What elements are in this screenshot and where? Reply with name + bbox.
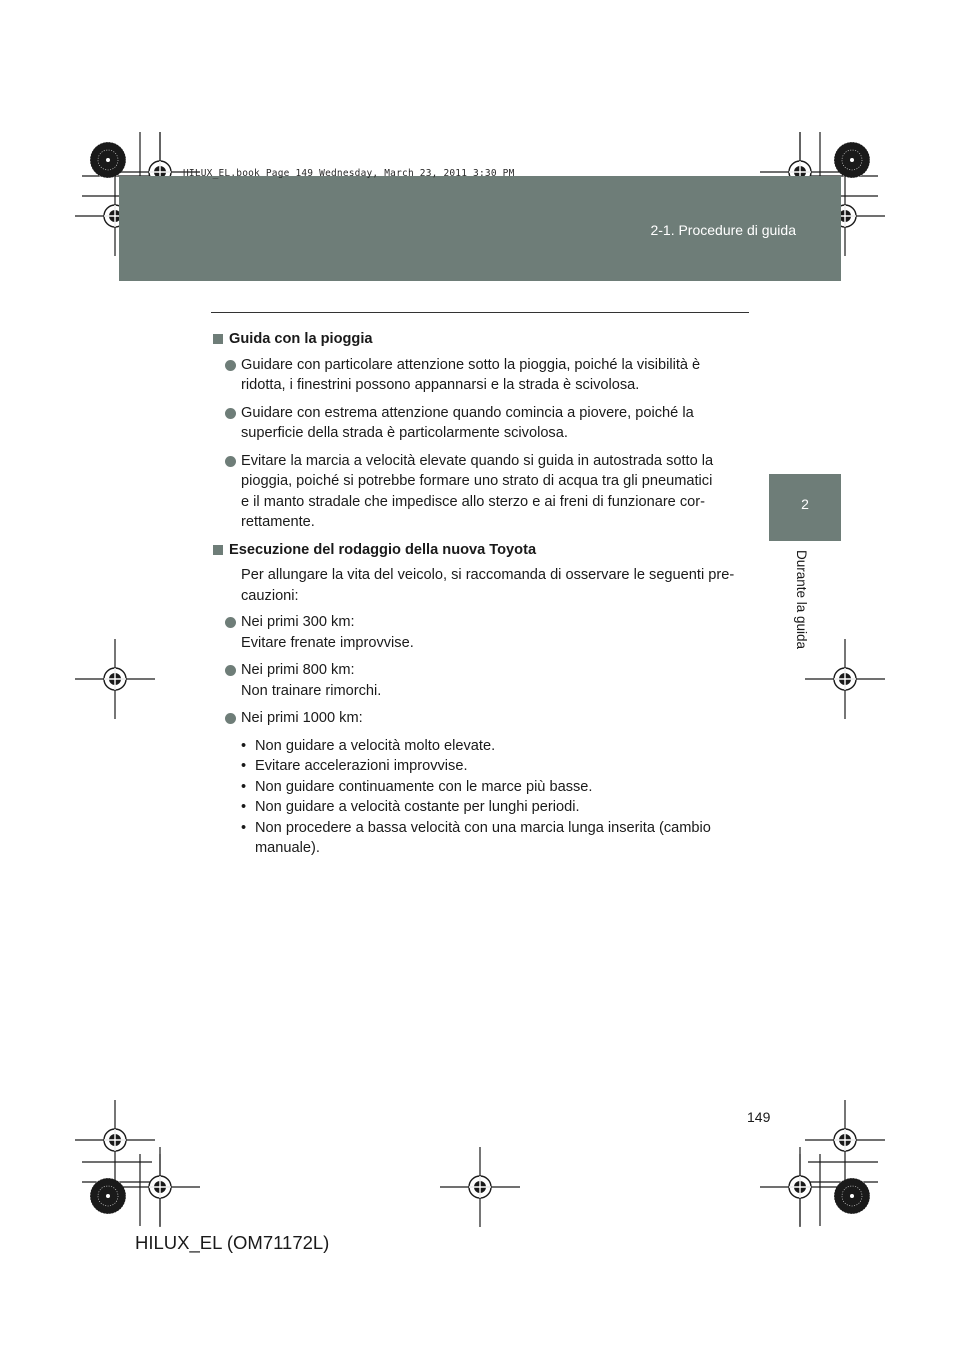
list-item: Evitare la marcia a velocità elevate quando si guida in autostrada sotto la pioggia, poiché si potrebbe formare uno strato di acqua tra gli pneumatici e il manto stradale che impedisce allo sterzo e ai freni di funzionare cor- rettamente. [211, 451, 741, 533]
circle-bullet-icon [225, 665, 236, 676]
square-bullet-icon [213, 334, 223, 344]
circle-bullet-icon [225, 408, 236, 419]
list-item: Guidare con estrema attenzione quando comincia a piovere, poiché la superficie della strada è particolarmente scivolosa. [211, 403, 741, 444]
manual-code: HILUX_EL (OM71172L) [135, 1232, 330, 1253]
section-heading: Guida con la pioggia [211, 329, 741, 350]
list-item: Guidare con particolare attenzione sotto la pioggia, poiché la visibilità è ridotta, i finestrini possono appannarsi e la strada è scivolosa. [211, 355, 741, 396]
square-bullet-icon [213, 545, 223, 555]
circle-bullet-icon [225, 713, 236, 724]
dot-bullet-icon: • [241, 799, 247, 815]
sub-list-item: • Non guidare continuamente con le marce più basse. [241, 777, 741, 798]
dot-bullet-icon: • [241, 758, 247, 774]
sub-list-item: • Non guidare a velocità molto elevate. [241, 736, 741, 757]
page-number: 149 [747, 1109, 771, 1125]
sub-list [211, 736, 741, 859]
section-title: 2-1. Procedure di guida [650, 222, 796, 238]
section-heading: Esecuzione del rodaggio della nuova Toyota [211, 540, 741, 561]
list-item: Nei primi 800 km: Non trainare rimorchi. [211, 660, 741, 701]
book-stamp: HILUX_EL.book Page 149 Wednesday, March 23, 2011 3:30 PM [183, 168, 515, 179]
sub-list-item: • Non guidare a velocità costante per lunghi periodi. [241, 797, 741, 818]
intro-paragraph: Per allungare la vita del veicolo, si raccomanda di osservare le seguenti pre- cauzioni: [241, 567, 735, 604]
list-item: Nei primi 300 km: Evitare frenate improvvise. [211, 612, 741, 653]
sub-list-item: • Non procedere a bassa velocità con una marcia lunga inserita (cambio manuale). [241, 819, 711, 856]
circle-bullet-icon [225, 360, 236, 371]
top-rule [211, 312, 749, 313]
list-item: Nei primi 1000 km: [211, 708, 741, 729]
page-body [211, 329, 741, 859]
dot-bullet-icon: • [241, 737, 247, 754]
chapter-label: Durante la guida [794, 550, 809, 650]
dot-bullet-icon: • [241, 778, 247, 795]
sub-list-item: • Evitare accelerazioni improvvise. [241, 756, 741, 777]
circle-bullet-icon [225, 456, 236, 467]
circle-bullet-icon [225, 617, 236, 628]
chapter-number: 2 [801, 496, 809, 512]
dot-bullet-icon: • [241, 819, 247, 836]
